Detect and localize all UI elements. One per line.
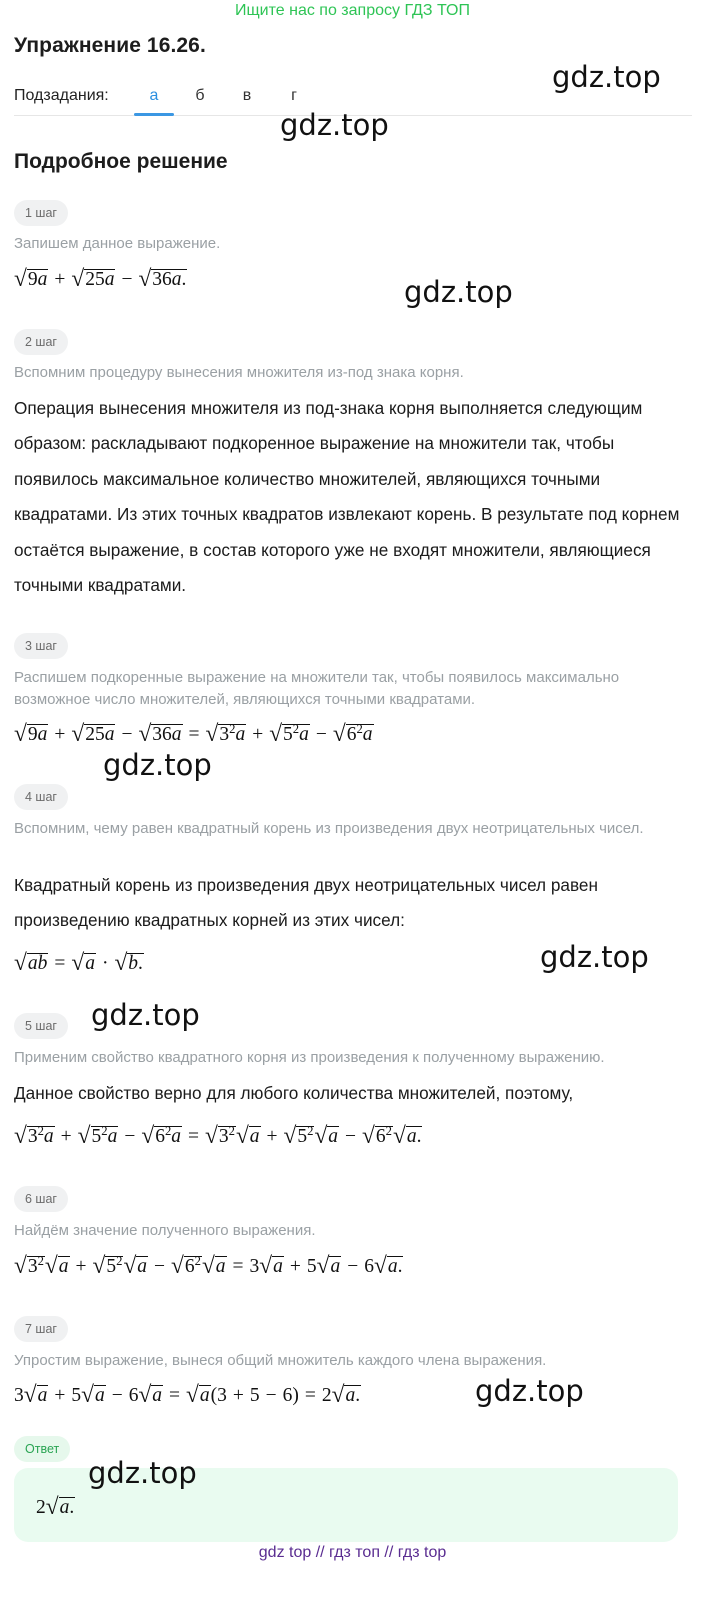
step-badge: 6 шаг (14, 1186, 68, 1212)
section-title: Подробное решение (14, 150, 228, 173)
step-badge: 4 шаг (14, 784, 68, 810)
step-badge: 5 шаг (14, 1013, 68, 1039)
page-title: Упражнение 16.26. (14, 34, 206, 57)
formula: √9a + √25a − √36a. (14, 266, 187, 292)
step-badge: 7 шаг (14, 1316, 68, 1342)
watermark: gdz.top (91, 998, 200, 1032)
formula: $√3^2a + √5^2a - √6^2a = √3^2√a + √5^2√a - √6^2√a$. (14, 1123, 422, 1149)
watermark: gdz.top (475, 1374, 584, 1408)
formula: √ab = √a · √b. (14, 950, 143, 976)
footer-links[interactable]: gdz top // гдз топ // гдз top (258, 1544, 447, 1561)
watermark: gdz.top (103, 748, 212, 782)
active-tab-indicator (134, 113, 174, 116)
step-body: Квадратный корень из произведения двух неотрицательных чисел равен произведению квадратных корней из этих чисел: (14, 875, 598, 931)
step-badge: 1 шаг (14, 200, 68, 226)
subtasks-label: Подзадания: (14, 87, 109, 104)
formula: $√9a + √25a - √36a = √3^2a + √5^2a - √6^2a$ (14, 721, 373, 747)
formula: 3√a + 5√a − 6√a = √a(3 + 5 − 6) = 2√a. (14, 1382, 361, 1408)
step-note: Упростим выражение, вынеся общий множитель каждого члена выражения. (14, 1352, 547, 1369)
step-note: Вспомним процедуру вынесения множителя из-под знака корня. (14, 364, 464, 381)
step-body: Операция вынесения множителя из под-знака корня выполняется следующим образом: раскладывают подкоренное выражение на множители так, чтобы появилось максимальное количество множителей, являющихся точными квадратами. Из этих точных квадратов извлекают корень. В результате под корнем остаётся выражение, в состав которого уже не входят множители, являющиеся точными квадратами. (14, 398, 680, 596)
step-body: Данное свойство верно для любого количества множителей, поэтому, (14, 1083, 574, 1103)
tab-b[interactable]: б (195, 87, 205, 104)
step-note: Найдём значение полученного выражения. (14, 1222, 316, 1239)
watermark: gdz.top (280, 108, 389, 142)
tab-v[interactable]: в (242, 87, 252, 104)
tab-g[interactable]: г (291, 87, 297, 104)
tab-a[interactable]: а (149, 87, 159, 104)
watermark: gdz.top (552, 60, 661, 94)
answer-badge: Ответ (14, 1436, 70, 1462)
step-badge: 3 шаг (14, 633, 68, 659)
step-note: Распишем подкоренные выражение на множители так, чтобы появилось максимально возможное число множителей, являющихся точными квадратами. (14, 669, 620, 708)
answer-formula: 2√a. (36, 1494, 75, 1520)
watermark: gdz.top (540, 940, 649, 974)
formula: $√3^2√a + √5^2√a - √6^2√a = 3√a + 5√a - 6√a$. (14, 1253, 403, 1279)
search-banner[interactable]: Ищите нас по запросу ГДЗ ТОП (235, 2, 470, 19)
step-note: Запишем данное выражение. (14, 235, 221, 252)
watermark: gdz.top (88, 1456, 197, 1490)
step-note: Применим свойство квадратного корня из произведения к полученному выражению. (14, 1049, 605, 1066)
watermark: gdz.top (404, 275, 513, 309)
step-note: Вспомним, чему равен квадратный корень из произведения двух неотрицательных чисел. (14, 820, 644, 837)
step-badge: 2 шаг (14, 329, 68, 355)
